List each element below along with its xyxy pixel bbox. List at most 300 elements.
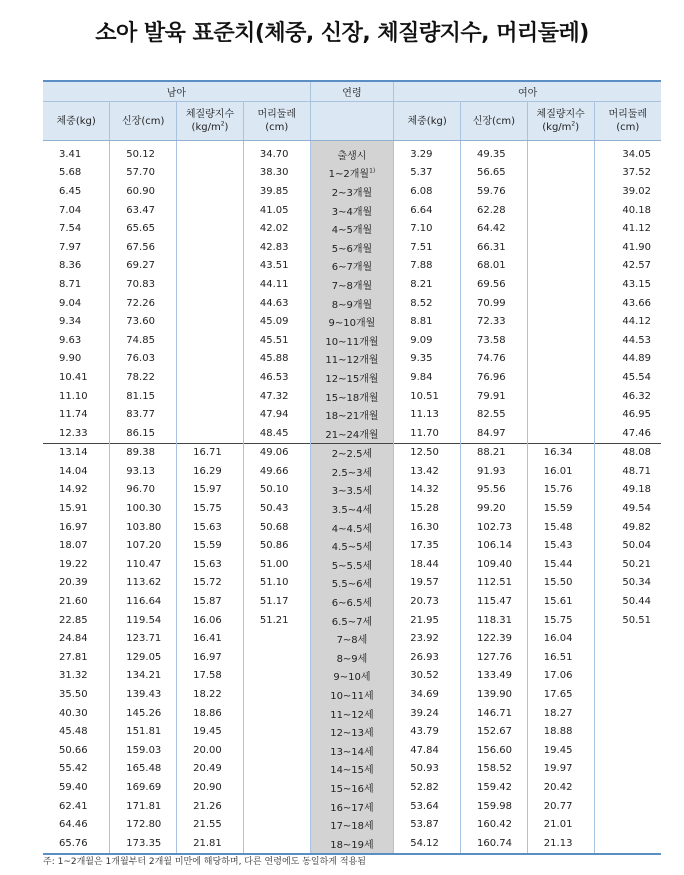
female-weight-cell: 3.29 bbox=[394, 141, 461, 164]
table-row bbox=[43, 257, 661, 276]
female-bmi-header bbox=[527, 102, 594, 141]
age-label: 2.5~3세 bbox=[331, 467, 373, 479]
age-label: 15~16세 bbox=[330, 783, 374, 795]
female-weight-cell: 21.95 bbox=[394, 611, 461, 630]
age-cell bbox=[310, 219, 394, 238]
male-head-cell: 50.68 bbox=[243, 518, 310, 537]
female-weight-cell: 7.88 bbox=[394, 257, 461, 276]
age-cell bbox=[310, 405, 394, 424]
male-weight-cell: 55.42 bbox=[59, 763, 88, 775]
male-weight-cell: 7.97 bbox=[59, 241, 82, 253]
male-height-cell: 145.26 bbox=[110, 704, 177, 723]
male-weight-cell: 8.71 bbox=[59, 278, 82, 290]
age-label: 4~4.5세 bbox=[331, 523, 373, 535]
age-label: 11~12세 bbox=[330, 709, 374, 721]
female-bmi-cell bbox=[527, 424, 594, 443]
male-head-cell: 44.63 bbox=[243, 294, 310, 313]
table-row bbox=[43, 741, 661, 760]
male-height-cell: 76.03 bbox=[110, 350, 177, 369]
female-bmi-cell: 18.88 bbox=[527, 722, 594, 741]
head-header-line2: (cm) bbox=[616, 122, 640, 133]
age-label: 3~3.5세 bbox=[331, 486, 373, 498]
male-height-cell: 69.27 bbox=[110, 257, 177, 276]
footnote-marker: 1) bbox=[369, 168, 376, 176]
female-weight-cell: 23.92 bbox=[394, 629, 461, 648]
male-weight-cell: 10.41 bbox=[59, 371, 88, 383]
male-head-cell: 50.86 bbox=[243, 536, 310, 555]
male-bmi-cell bbox=[177, 294, 244, 313]
female-head-cell bbox=[594, 760, 661, 779]
male-weight-cell: 31.32 bbox=[59, 670, 88, 682]
male-height-cell: 63.47 bbox=[110, 201, 177, 220]
female-weight-cell: 13.42 bbox=[394, 462, 461, 481]
age-cell bbox=[310, 350, 394, 369]
female-height-cell: 72.33 bbox=[461, 312, 528, 331]
table-row bbox=[43, 611, 661, 630]
female-head-cell bbox=[594, 778, 661, 797]
female-bmi-cell bbox=[527, 387, 594, 406]
female-height-cell: 118.31 bbox=[461, 611, 528, 630]
female-weight-cell: 15.28 bbox=[394, 499, 461, 518]
male-height-cell: 74.85 bbox=[110, 331, 177, 350]
age-cell bbox=[310, 536, 394, 555]
male-height-cell: 100.30 bbox=[110, 499, 177, 518]
male-weight-cell: 24.84 bbox=[59, 633, 88, 645]
male-head-cell: 50.43 bbox=[243, 499, 310, 518]
female-height-cell: 159.98 bbox=[461, 797, 528, 816]
male-weight-cell: 40.30 bbox=[59, 707, 88, 719]
male-head-cell bbox=[243, 760, 310, 779]
female-weight-cell: 20.73 bbox=[394, 592, 461, 611]
male-head-cell bbox=[243, 778, 310, 797]
age-label: 12~15개월 bbox=[325, 373, 379, 385]
female-head-cell bbox=[594, 797, 661, 816]
female-weight-cell: 7.51 bbox=[394, 238, 461, 257]
male-bmi-cell: 16.41 bbox=[177, 629, 244, 648]
female-head-cell bbox=[594, 629, 661, 648]
male-bmi-cell: 15.75 bbox=[177, 499, 244, 518]
female-bmi-cell bbox=[527, 275, 594, 294]
female-bmi-cell bbox=[527, 405, 594, 424]
female-weight-cell: 53.87 bbox=[394, 815, 461, 834]
male-bmi-cell bbox=[177, 312, 244, 331]
male-head-cell: 51.17 bbox=[243, 592, 310, 611]
age-cell bbox=[310, 275, 394, 294]
female-height-cell: 56.65 bbox=[461, 164, 528, 183]
male-head-cell bbox=[243, 704, 310, 723]
female-bmi-cell: 20.77 bbox=[527, 797, 594, 816]
male-height-cell: 173.35 bbox=[110, 834, 177, 854]
male-bmi-cell: 16.06 bbox=[177, 611, 244, 630]
male-height-cell: 110.47 bbox=[110, 555, 177, 574]
age-cell bbox=[310, 387, 394, 406]
bmi-header-unit: (kg/m bbox=[191, 122, 221, 133]
female-bmi-cell bbox=[527, 257, 594, 276]
male-height-cell: 116.64 bbox=[110, 592, 177, 611]
male-head-cell bbox=[243, 797, 310, 816]
age-label: 6~7개월 bbox=[331, 262, 373, 274]
male-height-cell: 50.12 bbox=[110, 141, 177, 164]
age-group-header: 연령 bbox=[310, 81, 394, 102]
table-row bbox=[43, 704, 661, 723]
head-header-line1: 머리둘레 bbox=[608, 109, 648, 120]
male-height-cell: 123.71 bbox=[110, 629, 177, 648]
female-bmi-cell bbox=[527, 141, 594, 164]
female-head-cell: 41.12 bbox=[594, 219, 661, 238]
age-cell bbox=[310, 667, 394, 686]
age-cell bbox=[310, 760, 394, 779]
male-bmi-cell: 21.26 bbox=[177, 797, 244, 816]
male-weight-cell: 14.92 bbox=[59, 484, 88, 496]
male-height-cell: 57.70 bbox=[110, 164, 177, 183]
female-height-cell: 159.42 bbox=[461, 778, 528, 797]
female-height-cell: 70.99 bbox=[461, 294, 528, 313]
female-weight-cell: 19.57 bbox=[394, 574, 461, 593]
age-cell bbox=[310, 685, 394, 704]
age-cell bbox=[310, 704, 394, 723]
female-height-cell: 91.93 bbox=[461, 462, 528, 481]
female-bmi-cell: 15.44 bbox=[527, 555, 594, 574]
male-weight-cell: 14.04 bbox=[59, 465, 88, 477]
male-height-cell: 93.13 bbox=[110, 462, 177, 481]
male-bmi-cell: 15.63 bbox=[177, 518, 244, 537]
female-height-cell: 102.73 bbox=[461, 518, 528, 537]
male-weight-cell: 65.76 bbox=[43, 834, 110, 854]
female-head-cell: 34.05 bbox=[594, 141, 661, 164]
female-height-cell: 62.28 bbox=[461, 201, 528, 220]
age-cell bbox=[310, 238, 394, 257]
age-cell bbox=[310, 499, 394, 518]
table-row bbox=[43, 648, 661, 667]
male-head-cell bbox=[243, 722, 310, 741]
female-group-header: 여아 bbox=[394, 81, 661, 102]
male-weight-cell: 9.04 bbox=[59, 297, 82, 309]
bmi-header-sup: 2 bbox=[220, 120, 225, 128]
female-head-cell: 46.95 bbox=[594, 405, 661, 424]
male-height-cell: 81.15 bbox=[110, 387, 177, 406]
age-label: 15~18개월 bbox=[325, 392, 379, 404]
female-bmi-cell: 15.61 bbox=[527, 592, 594, 611]
age-cell bbox=[310, 443, 394, 462]
male-weight-cell: 7.04 bbox=[59, 204, 82, 216]
female-bmi-cell: 16.01 bbox=[527, 462, 594, 481]
male-bmi-header bbox=[177, 102, 244, 141]
female-weight-cell: 9.35 bbox=[394, 350, 461, 369]
table-body bbox=[43, 141, 661, 854]
female-bmi-cell: 20.42 bbox=[527, 778, 594, 797]
male-bmi-cell bbox=[177, 201, 244, 220]
age-cell bbox=[310, 574, 394, 593]
table-row bbox=[43, 424, 661, 443]
male-bmi-cell: 18.86 bbox=[177, 704, 244, 723]
male-bmi-cell: 15.59 bbox=[177, 536, 244, 555]
male-bmi-cell bbox=[177, 219, 244, 238]
age-label: 12~13세 bbox=[330, 728, 374, 740]
age-cell bbox=[310, 462, 394, 481]
female-head-cell: 42.57 bbox=[594, 257, 661, 276]
male-weight-cell: 9.34 bbox=[59, 316, 82, 328]
table-row bbox=[43, 182, 661, 201]
female-bmi-cell bbox=[527, 238, 594, 257]
male-head-cell bbox=[243, 815, 310, 834]
female-weight-cell: 12.50 bbox=[394, 443, 461, 462]
female-bmi-cell: 16.51 bbox=[527, 648, 594, 667]
table-row bbox=[43, 275, 661, 294]
male-bmi-cell bbox=[177, 238, 244, 257]
male-head-cell: 44.11 bbox=[243, 275, 310, 294]
male-head-cell: 51.10 bbox=[243, 574, 310, 593]
male-height-cell: 60.90 bbox=[110, 182, 177, 201]
table-row bbox=[43, 574, 661, 593]
bmi-header-close: ) bbox=[224, 122, 229, 133]
female-head-cell bbox=[594, 815, 661, 834]
male-weight-cell: 5.68 bbox=[59, 167, 82, 179]
age-label: 7~8세 bbox=[336, 635, 368, 647]
female-weight-cell: 9.84 bbox=[394, 368, 461, 387]
growth-standard-table bbox=[43, 80, 661, 855]
female-height-cell: 69.56 bbox=[461, 275, 528, 294]
female-head-cell: 46.32 bbox=[594, 387, 661, 406]
male-bmi-cell bbox=[177, 331, 244, 350]
female-height-header: 신장(cm) bbox=[461, 102, 528, 141]
table-row bbox=[43, 141, 661, 164]
age-label: 4.5~5세 bbox=[331, 542, 373, 554]
male-bmi-cell bbox=[177, 164, 244, 183]
male-head-cell bbox=[243, 834, 310, 854]
female-head-header bbox=[594, 102, 661, 141]
male-head-cell: 51.21 bbox=[243, 611, 310, 630]
female-head-cell bbox=[594, 741, 661, 760]
table-row bbox=[43, 685, 661, 704]
female-weight-cell: 8.52 bbox=[394, 294, 461, 313]
age-label: 출생시 bbox=[337, 150, 367, 162]
male-height-cell: 83.77 bbox=[110, 405, 177, 424]
table-row bbox=[43, 238, 661, 257]
female-head-cell: 45.54 bbox=[594, 368, 661, 387]
female-weight-cell: 43.79 bbox=[394, 722, 461, 741]
age-label: 18~21개월 bbox=[325, 411, 379, 423]
age-cell bbox=[310, 648, 394, 667]
female-weight-cell: 47.84 bbox=[394, 741, 461, 760]
male-bmi-cell: 15.63 bbox=[177, 555, 244, 574]
age-cell bbox=[310, 294, 394, 313]
table-row bbox=[43, 164, 661, 183]
page-title: 소아 발육 표준치(체중, 신장, 체질량지수, 머리둘레) bbox=[95, 21, 589, 46]
female-weight-cell: 10.51 bbox=[394, 387, 461, 406]
age-cell bbox=[310, 257, 394, 276]
male-weight-cell: 19.22 bbox=[59, 558, 88, 570]
age-label: 8~9개월 bbox=[331, 299, 373, 311]
male-weight-cell: 13.14 bbox=[43, 443, 110, 462]
male-bmi-cell: 16.97 bbox=[177, 648, 244, 667]
age-label: 2~3개월 bbox=[331, 187, 373, 199]
male-height-cell: 119.54 bbox=[110, 611, 177, 630]
female-height-cell: 64.42 bbox=[461, 219, 528, 238]
female-bmi-cell: 15.50 bbox=[527, 574, 594, 593]
female-bmi-cell: 15.48 bbox=[527, 518, 594, 537]
female-bmi-cell: 17.65 bbox=[527, 685, 594, 704]
female-bmi-cell bbox=[527, 350, 594, 369]
table-row bbox=[43, 667, 661, 686]
female-bmi-cell bbox=[527, 164, 594, 183]
male-height-cell: 107.20 bbox=[110, 536, 177, 555]
head-header-line2: (cm) bbox=[265, 122, 289, 133]
male-bmi-cell: 20.90 bbox=[177, 778, 244, 797]
female-weight-cell: 26.93 bbox=[394, 648, 461, 667]
age-cell bbox=[310, 797, 394, 816]
male-head-cell bbox=[243, 629, 310, 648]
female-height-cell: 84.97 bbox=[461, 424, 528, 443]
female-head-cell bbox=[594, 667, 661, 686]
female-height-cell: 79.91 bbox=[461, 387, 528, 406]
age-label: 3.5~4세 bbox=[331, 505, 373, 517]
age-label: 6~6.5세 bbox=[331, 598, 373, 610]
female-height-cell: 49.35 bbox=[461, 141, 528, 164]
male-weight-cell: 3.41 bbox=[59, 148, 82, 160]
age-label: 4~5개월 bbox=[331, 225, 373, 237]
male-weight-cell: 18.07 bbox=[59, 540, 88, 552]
age-cell bbox=[310, 815, 394, 834]
male-height-cell: 169.69 bbox=[110, 778, 177, 797]
age-subheader bbox=[310, 102, 394, 141]
age-label: 9~10개월 bbox=[328, 318, 376, 330]
male-weight-cell: 21.60 bbox=[59, 596, 88, 608]
age-label: 11~12개월 bbox=[325, 355, 379, 367]
male-height-cell: 159.03 bbox=[110, 741, 177, 760]
female-weight-cell: 16.30 bbox=[394, 518, 461, 537]
male-weight-cell: 45.48 bbox=[59, 726, 88, 738]
female-weight-cell: 8.21 bbox=[394, 275, 461, 294]
female-weight-cell: 9.09 bbox=[394, 331, 461, 350]
male-head-cell: 50.10 bbox=[243, 481, 310, 500]
female-height-cell: 112.51 bbox=[461, 574, 528, 593]
age-cell bbox=[310, 629, 394, 648]
table-row bbox=[43, 350, 661, 369]
female-head-cell: 43.66 bbox=[594, 294, 661, 313]
bmi-header-line1: 체질량지수 bbox=[536, 109, 585, 120]
male-height-cell: 139.43 bbox=[110, 685, 177, 704]
table-row bbox=[43, 368, 661, 387]
female-head-cell: 40.18 bbox=[594, 201, 661, 220]
male-weight-cell: 62.41 bbox=[59, 800, 88, 812]
male-head-cell: 43.51 bbox=[243, 257, 310, 276]
table-row bbox=[43, 219, 661, 238]
male-weight-cell: 50.66 bbox=[59, 744, 88, 756]
female-bmi-cell: 15.43 bbox=[527, 536, 594, 555]
female-height-cell: 127.76 bbox=[461, 648, 528, 667]
age-label: 8~9세 bbox=[336, 653, 368, 665]
male-bmi-cell bbox=[177, 368, 244, 387]
female-head-cell: 47.46 bbox=[594, 424, 661, 443]
male-group-header: 남아 bbox=[43, 81, 310, 102]
female-head-cell: 50.21 bbox=[594, 555, 661, 574]
male-height-cell: 78.22 bbox=[110, 368, 177, 387]
age-cell bbox=[310, 555, 394, 574]
female-height-cell: 66.31 bbox=[461, 238, 528, 257]
male-height-cell: 67.56 bbox=[110, 238, 177, 257]
female-head-cell bbox=[594, 722, 661, 741]
male-weight-cell: 15.91 bbox=[59, 503, 88, 515]
female-head-cell: 49.18 bbox=[594, 481, 661, 500]
table-row bbox=[43, 331, 661, 350]
male-weight-cell: 16.97 bbox=[59, 521, 88, 533]
female-bmi-cell: 15.75 bbox=[527, 611, 594, 630]
female-weight-cell: 34.69 bbox=[394, 685, 461, 704]
male-height-cell: 72.26 bbox=[110, 294, 177, 313]
female-head-cell: 44.12 bbox=[594, 312, 661, 331]
male-bmi-cell: 20.49 bbox=[177, 760, 244, 779]
female-head-cell: 50.51 bbox=[594, 611, 661, 630]
female-weight-cell: 52.82 bbox=[394, 778, 461, 797]
table-row bbox=[43, 760, 661, 779]
female-weight-header: 체중(kg) bbox=[394, 102, 461, 141]
female-bmi-cell bbox=[527, 182, 594, 201]
age-label: 9~10세 bbox=[333, 672, 371, 684]
male-head-cell: 46.53 bbox=[243, 368, 310, 387]
male-bmi-cell: 15.87 bbox=[177, 592, 244, 611]
female-head-cell bbox=[594, 648, 661, 667]
male-height-cell: 73.60 bbox=[110, 312, 177, 331]
age-cell bbox=[310, 182, 394, 201]
female-head-cell: 50.34 bbox=[594, 574, 661, 593]
female-bmi-cell: 21.13 bbox=[527, 834, 594, 854]
female-bmi-cell: 17.06 bbox=[527, 667, 594, 686]
male-head-cell: 39.85 bbox=[243, 182, 310, 201]
age-cell bbox=[310, 164, 394, 183]
female-weight-cell: 6.64 bbox=[394, 201, 461, 220]
male-head-cell: 49.66 bbox=[243, 462, 310, 481]
table-row bbox=[43, 201, 661, 220]
male-head-header bbox=[243, 102, 310, 141]
female-height-cell: 160.74 bbox=[461, 834, 528, 854]
age-label: 3~4개월 bbox=[331, 206, 373, 218]
table-row bbox=[43, 834, 661, 854]
male-head-cell bbox=[243, 741, 310, 760]
male-head-cell: 47.32 bbox=[243, 387, 310, 406]
female-bmi-cell: 16.34 bbox=[527, 443, 594, 462]
female-height-cell: 146.71 bbox=[461, 704, 528, 723]
male-bmi-cell: 16.71 bbox=[177, 443, 244, 462]
age-cell bbox=[310, 518, 394, 537]
table-row bbox=[43, 797, 661, 816]
female-head-cell: 43.15 bbox=[594, 275, 661, 294]
male-height-cell: 134.21 bbox=[110, 667, 177, 686]
male-head-cell: 48.45 bbox=[243, 424, 310, 443]
female-height-cell: 152.67 bbox=[461, 722, 528, 741]
male-head-cell: 47.94 bbox=[243, 405, 310, 424]
male-height-cell: 171.81 bbox=[110, 797, 177, 816]
age-label: 2~2.5세 bbox=[331, 449, 373, 461]
female-height-cell: 122.39 bbox=[461, 629, 528, 648]
female-bmi-cell: 15.59 bbox=[527, 499, 594, 518]
male-weight-header: 체중(kg) bbox=[43, 102, 110, 141]
female-height-cell: 76.96 bbox=[461, 368, 528, 387]
age-cell bbox=[310, 368, 394, 387]
male-height-cell: 103.80 bbox=[110, 518, 177, 537]
female-weight-cell: 11.13 bbox=[394, 405, 461, 424]
female-head-cell: 48.08 bbox=[594, 443, 661, 462]
age-cell bbox=[310, 611, 394, 630]
male-head-cell: 51.00 bbox=[243, 555, 310, 574]
female-head-cell bbox=[594, 685, 661, 704]
table-row bbox=[43, 387, 661, 406]
female-weight-cell: 53.64 bbox=[394, 797, 461, 816]
female-bmi-cell: 15.76 bbox=[527, 481, 594, 500]
table-row bbox=[43, 778, 661, 797]
male-height-cell: 89.38 bbox=[110, 443, 177, 462]
table-row bbox=[43, 629, 661, 648]
female-height-cell: 68.01 bbox=[461, 257, 528, 276]
